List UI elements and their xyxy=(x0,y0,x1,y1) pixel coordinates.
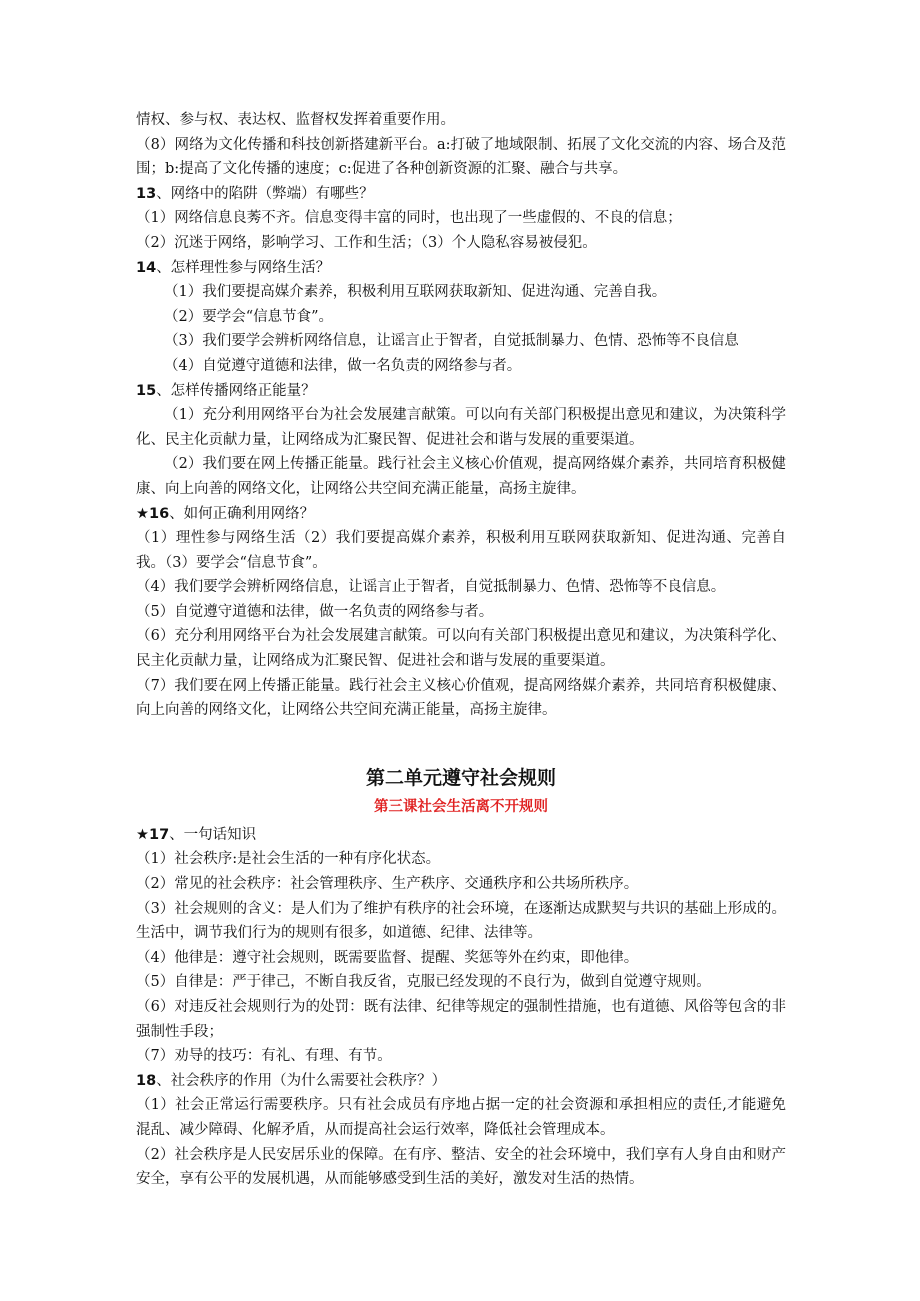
question-number: ★17 xyxy=(136,826,170,843)
question-heading xyxy=(136,379,786,404)
question-title: 、网络中的陷阱（弊端）有哪些？ xyxy=(156,185,374,202)
question-title: 、社会秩序的作用（为什么需要社会秩序？） xyxy=(156,1072,447,1089)
paragraph: （6）充分利用网络平台为社会发展建言献策。可以向有关部门积极提出意见和建议，为决策科学化、民主化贡献力量，让网络成为汇聚民智、促进社会和谐与发展的重要渠道。 xyxy=(136,628,786,670)
paragraph: （4）他律是：遵守社会规则，既需要监督、提醒、奖惩等外在约束，即他律。 xyxy=(136,949,639,966)
question-13 xyxy=(136,182,786,256)
question-heading xyxy=(136,256,786,281)
paragraph: （2）要学会“信息节食”。 xyxy=(164,308,334,325)
paragraph: （1）网络信息良莠不齐。信息变得丰富的同时，也出现了一些虚假的、不良的信息； xyxy=(136,210,682,227)
question-number: 13 xyxy=(136,185,157,202)
unit-title: 第二单元遵守社会规则 xyxy=(365,766,556,789)
question-title: 、一句话知识 xyxy=(169,826,257,843)
question-title: 、怎样传播网络正能量？ xyxy=(156,382,316,399)
paragraph: （1）我们要提高媒介素养，积极利用互联网获取新知、促进沟通、完善自我。 xyxy=(164,284,667,301)
paragraph: （6）对违反社会规则行为的处罚：既有法律、纪律等规定的强制性措施，也有道德、风俗等包含的非强制性手段； xyxy=(136,999,786,1040)
lesson-title: 第三课社会生活离不开规则 xyxy=(374,797,548,815)
paragraph: （5）自觉遵守道德和法律，做一名负责的网络参与者。 xyxy=(136,603,494,620)
paragraph: （2）沉迷于网络，影响学习、工作和生活；（3）个人隐私容易被侵犯。 xyxy=(136,234,597,251)
paragraph: （3）我们要学会辨析网络信息，让谣言止于智者，自觉抵制暴力、色情、恐怖等不良信息 xyxy=(164,333,739,350)
paragraph: （5）自律是：严于律己，不断自我反省，克服已经发现的不良行为，做到自觉遵守规则。 xyxy=(136,974,711,991)
paragraph: 情权、参与权、表达权、监督权发挥着重要作用。 xyxy=(136,112,455,128)
paragraph: （7）劝导的技巧：有礼、有理、有节。 xyxy=(136,1048,392,1065)
question-number: 18 xyxy=(136,1072,157,1089)
question-number: ★16 xyxy=(136,505,170,522)
section-gap xyxy=(136,723,786,763)
document-page xyxy=(136,108,786,1192)
question-16 xyxy=(136,502,786,723)
question-title: 、如何正确利用网络？ xyxy=(169,505,315,522)
paragraph: （1）充分利用网络平台为社会发展建言献策。可以向有关部门积极提出意见和建议，为决策科学化、民主化贡献力量，让网络成为汇聚民智、促进社会和谐与发展的重要渠道。 xyxy=(136,407,786,448)
question-number: 14 xyxy=(136,259,157,276)
paragraph: （7）我们要在网上传播正能量。践行社会主义核心价值观，提高网络媒介素养，共同培育积极健康、向上向善的网络文化，让网络公共空间充满正能量，高扬主旋律。 xyxy=(136,677,786,719)
paragraph: （4）我们要学会辨析网络信息，让谣言止于智者，自觉抵制暴力、色情、恐怖等不良信息。 xyxy=(136,579,726,596)
question-17 xyxy=(136,823,786,1069)
question-heading xyxy=(136,823,786,848)
paragraph: （1）社会正常运行需要秩序。只有社会成员有序地占据一定的社会资源和承担相应的责任,才能避免混乱、减少障碍、化解矛盾，从而提高社会运行效率，降低社会管理成本。 xyxy=(136,1097,786,1138)
question-15 xyxy=(136,379,786,502)
paragraph: （3）社会规则的含义：是人们为了维护有秩序的社会环境，在逐渐达成默契与共识的基础上形成的。生活中，调节我们行为的规则有很多，如道德、纪律、法律等。 xyxy=(136,900,786,942)
question-14 xyxy=(136,256,786,379)
question-heading xyxy=(136,182,786,207)
paragraph: （8）网络为文化传播和科技创新搭建新平台。a:打破了地域限制、拓展了文化交流的内容、场合及范围；b:提高了文化传播的速度；c:促进了各种创新资源的汇聚、融合与共享。 xyxy=(136,136,786,178)
paragraph: （2）我们要在网上传播正能量。践行社会主义核心价值观，提高网络媒介素养，共同培育积极健康、向上向善的网络文化，让网络公共空间充满正能量，高扬主旋律。 xyxy=(136,456,786,497)
question-number: 15 xyxy=(136,382,157,399)
paragraph: （2）社会秩序是人民安居乐业的保障。在有序、整洁、安全的社会环境中，我们享有人身自由和财产安全，享有公平的发展机遇，从而能够感受到生活的美好，激发对生活的热情。 xyxy=(136,1146,786,1188)
paragraph: （1）社会秩序:是社会生活的一种有序化状态。 xyxy=(136,851,441,868)
question-heading xyxy=(136,502,786,527)
question-18 xyxy=(136,1069,786,1192)
paragraph: （2）常见的社会秩序：社会管理秩序、生产秩序、交通秩序和公共场所秩序。 xyxy=(136,876,639,893)
section-continuation xyxy=(136,108,786,182)
paragraph: （4）自觉遵守道德和法律，做一名负责的网络参与者。 xyxy=(164,357,522,374)
question-heading xyxy=(136,1069,786,1094)
paragraph: （1）理性参与网络生活（2）我们要提高媒介素养，积极利用互联网获取新知、促进沟通、完善自我。（3）要学会“信息节食”。 xyxy=(136,530,786,571)
question-title: 、怎样理性参与网络生活？ xyxy=(156,259,331,276)
